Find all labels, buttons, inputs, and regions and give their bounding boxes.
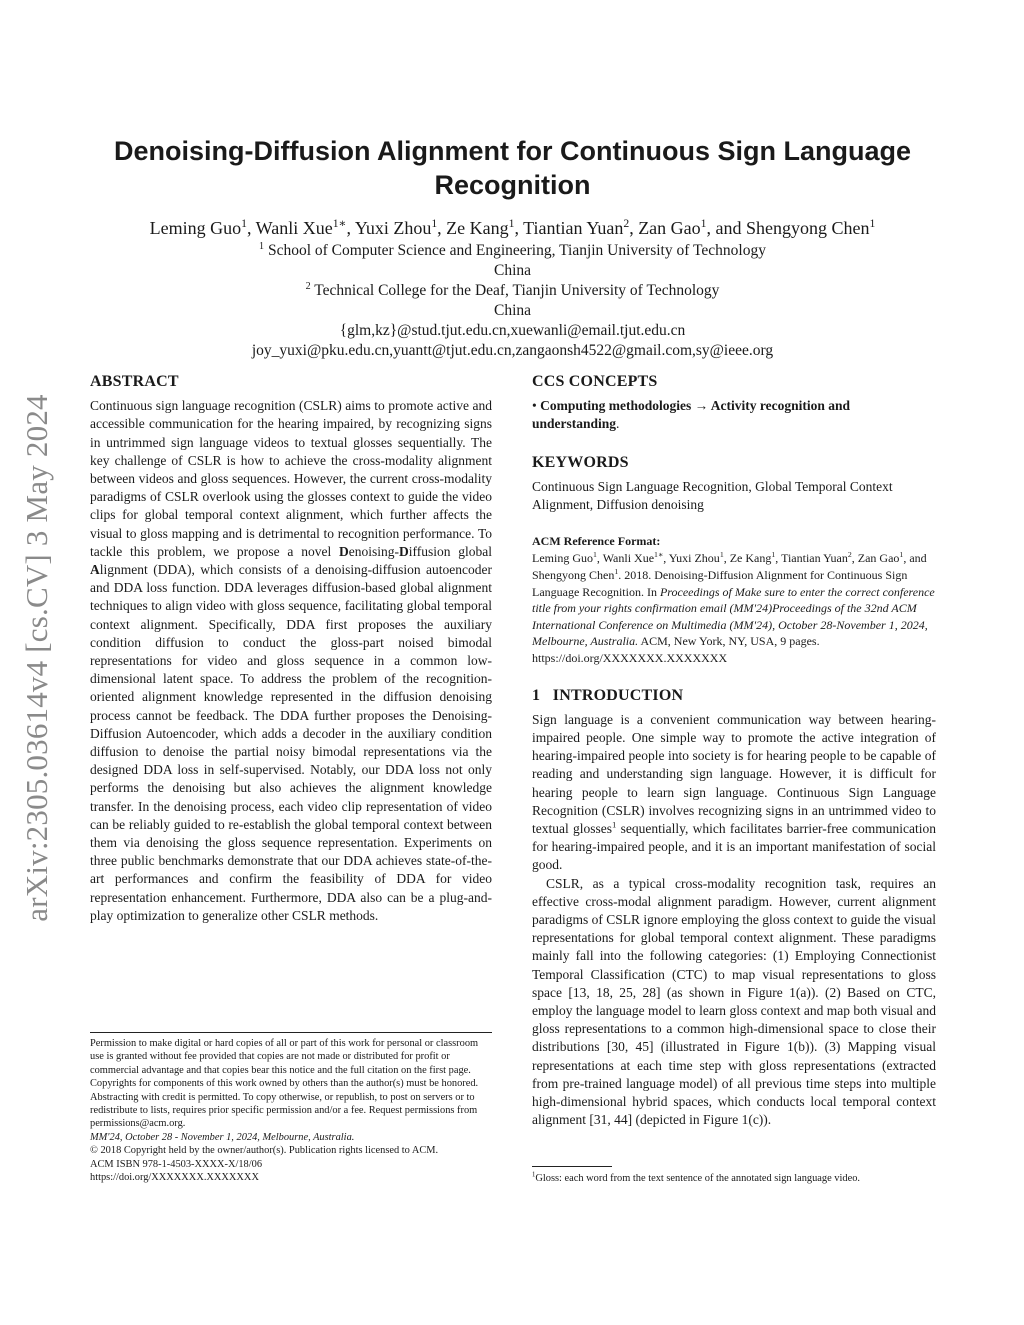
keywords-text: Continuous Sign Language Recognition, Global Temporal Context Alignment, Diffusion denoising: [532, 478, 893, 513]
doi-link[interactable]: https://doi.org/XXXXXXX.XXXXXXX: [90, 1172, 259, 1184]
permission-footnote: [90, 1032, 492, 1184]
affiliation-1-country: China: [493, 262, 532, 279]
permission-text: Permission to make digital or hard copies of all or part of this work for personal or classroom use is granted without fee provided that copies are not made or distributed for profit or commercial advantage and that copies bear this notice and the full citation on the first page. Copyrights for components of this work owned by others than the author(s) must be honored. Abstracting with credit is permitted. To copy otherwise, or republish, to post on servers or to redistribute to lists, requires prior specific permission and/or a fee. Request permissions from permissions@acm.org.: [90, 1038, 479, 1130]
affil-text: School of Computer Science and Engineering, Tianjin University of Technology: [264, 242, 766, 259]
abstract-text: [90, 397, 492, 925]
arxiv-sidebar: [12, 358, 62, 958]
author-name: Leming Guo: [149, 218, 242, 238]
isbn-line: ACM ISBN 978-1-4503-XXXX-X/18/06: [90, 1158, 263, 1170]
abstract-heading: ABSTRACT: [90, 373, 179, 390]
ref-author: , and Shengyong Chen: [532, 551, 927, 583]
author-affil-mark: 1∗: [332, 217, 347, 230]
author-name: , Tiantian Yuan: [514, 218, 624, 238]
ccs-text: [532, 397, 936, 433]
reference-heading: ACM Reference Format:: [532, 534, 661, 549]
ref-mid: . 2018. Denoising-Diffusion Alignment for Continuous Sign Language Recognition. In: [532, 568, 908, 599]
reference-text: [532, 550, 936, 666]
affil-text: Technical College for the Deaf, Tianjin University of Technology: [310, 282, 720, 299]
paper-title: Denoising-Diffusion Alignment for Continuous Sign Language Recognition: [114, 136, 911, 200]
ref-mark: 1: [719, 550, 724, 560]
ref-author: , Ze Kang: [723, 551, 772, 566]
intro-paragraph-1: [532, 711, 936, 875]
author-affil-mark: 1: [241, 217, 247, 230]
affiliation-1: [70, 241, 955, 261]
affiliations: [70, 241, 955, 361]
ccs-concept: Computing methodologies → Activity recognition and understanding: [532, 398, 850, 432]
abstract-part: Continuous sign language recognition (CSLR) aims to promote active and accessible communication for the hearing impaired, by recognizing signs in untrimmed sign language videos to textual glosses sequentially. The key challenge of CSLR is how to achieve the cross-modality alignment between videos and gloss sequences. However, the current cross-modality paradigms of CSLR overlook using the glosses context to guide the video clips for global temporal context alignment, which further affects the visual to gloss mapping and is detrimental to recognition performance. To tackle this problem, we propose a novel: [90, 398, 492, 559]
intro-paragraph-2: CSLR, as a typical cross-modality recognition task, requires an effective cross-modal alignment paradigm. However, current alignment paradigms of CSLR ignore employing the gloss context to guide the visual representations for global temporal context alignment. These paradigms mainly fall into the following categories: (1) Employing Connectionist Temporal Classification (CTC) to map visual representations to gloss space [13, 18, 25, 28] (as shown in Figure 1(a)). (2) Based on CTC, employ the language model to learn gloss context and map both visual and gloss representations to a common high-dimensional space to close their distributions [30, 45] (illustrated in Figure 1(b)). (3) Mapping visual representations at each time step with gloss representations (extracted from pre-trained language model) of all previous time steps into multiple high-dimensional hybrid spaces, which conducts local temporal context alignment [31, 44] (depicted in Figure 1(c)).: [532, 875, 936, 1128]
ref-mark: 2: [847, 550, 852, 560]
author-name: , Ze Kang: [437, 218, 509, 238]
footnote-rule: [532, 1166, 612, 1167]
abstract-bold: D: [398, 543, 409, 559]
footnote-mark: 1: [532, 1171, 536, 1179]
author-name: , and Shengyong Chen: [706, 218, 870, 238]
author-name: , Zan Gao: [629, 218, 701, 238]
copyright-line: © 2018 Copyright held by the owner/author(s). Publication rights licensed to ACM.: [90, 1145, 439, 1157]
ref-author: Leming Guo: [532, 551, 593, 566]
abstract-part: lignment (DDA), which consists of a denoising-diffusion autoencoder and DDA loss function. DDA leverages diffusion-based global alignment techniques to align video with gloss sequence, facilitating global temporal context alignment. Specifically, DDA first proposes the auxiliary condition diffusion to conduct the gloss-part noised bimodal representations for video and gloss sequence in a common low-dimensional latent space. To address the problem of the recognition-oriented alignment knowledge represented in the diffusion denoising process cannot be feedback. The DDA further proposes the Denoising-Diffusion Autoencoder, which adds a decoder in the auxiliary condition diffusion to denoise the partial noisy bimodal representations via the designed DDA loss in self-supervised. Notably, our DDA loss not only performs the denoising but also achieves the alignment knowledge transfer. In the denoising process, each video clip representation of video can be reliably guided to re-establish the global temporal context between them via denoising the gloss sequence representation. Experiments on three public benchmarks demonstrate that our DDA achieves state-of-the-art performances and confirm the feasibility of DDA for video representation enhancement. Furthermore, DDA also can be a plug-and-play optimization to generalize other CSLR methods.: [90, 562, 492, 923]
ref-mark: 1: [771, 550, 776, 560]
ref-author: , Wanli Xue: [596, 551, 655, 566]
intro-text: Sign language is a convenient communication way between hearing-impaired people. One simple way to promote the active integration of hearing-impaired people into society is for hearing people to be capable of reading and understanding sign language. However, it is difficult for hearing people to learn sign language. Continuous Sign Language Recognition (CSLR) involves recognizing signs in an untrimmed video to textual glosses: [532, 711, 936, 836]
gloss-footnote: [532, 1172, 936, 1185]
author-name: , Wanli Xue: [246, 218, 333, 238]
intro-heading: 1 INTRODUCTION: [532, 686, 684, 704]
ref-author: , Tiantian Yuan: [775, 551, 848, 566]
ref-mark: 1: [899, 550, 904, 560]
affil-mark: 2: [305, 280, 311, 292]
keywords-heading: KEYWORDS: [532, 453, 629, 471]
affiliation-2-country: China: [493, 302, 532, 319]
author-list: [70, 216, 955, 240]
abstract-bold: A: [90, 562, 100, 578]
intro-text: sequentially, which facilitates barrier-free communication for hearing-impaired people, and it is an important manifestation of social good.: [532, 821, 936, 873]
author-name: , Yuxi Zhou: [346, 218, 432, 238]
venue-line: MM'24, October 28 - November 1, 2024, Melbourne, Australia.: [90, 1131, 355, 1143]
ref-author: , Yuxi Zhou: [663, 551, 720, 566]
author-affil-mark: 1: [431, 217, 438, 230]
right-column: [532, 373, 936, 1129]
email-line-2: joy_yuxi@pku.edu.cn,yuantt@tjut.edu.cn,zangaonsh4522@gmail.com,sy@ieee.org: [251, 342, 774, 359]
bullet: •: [532, 398, 541, 414]
left-column: [90, 373, 492, 925]
ccs-heading: CCS CONCEPTS: [532, 373, 658, 390]
footnote-text: Gloss: each word from the text sentence of the annotated sign language video.: [535, 1173, 860, 1184]
ref-author: , Zan Gao: [851, 551, 900, 566]
author-affil-mark: 1: [700, 217, 707, 230]
abstract-part: iffusion global: [408, 543, 492, 559]
ref-tail: ACM, New York, NY, USA, 9 pages. https://doi.org/XXXXXXX.XXXXXXX: [532, 634, 820, 665]
affiliation-2: [70, 281, 955, 301]
footnote-ref[interactable]: 1: [612, 819, 617, 830]
abstract-part: enoising-: [348, 543, 399, 559]
ref-proceedings: Proceedings of Make sure to enter the correct conference title from your rights confirmation email (MM'24)Proceedings of the 32nd ACM International Conference on Multimedia (MM'24), October 28-November 1, 2024, Melbourne, Australia.: [532, 584, 935, 649]
ref-mark: 1: [593, 550, 597, 560]
author-affil-mark: 2: [623, 217, 630, 230]
ccs-end: .: [616, 416, 620, 432]
author-affil-mark: 1: [869, 217, 876, 230]
abstract-bold: D: [338, 543, 349, 559]
arxiv-identifier: arXiv:2305.03614v4 [cs.CV] 3 May 2024: [19, 394, 54, 922]
ref-mark: 1: [614, 567, 619, 577]
email-line-1: {glm,kz}@stud.tjut.edu.cn,xuewanli@email.tjut.edu.cn: [339, 322, 686, 339]
ref-mark: 1∗: [654, 550, 664, 560]
affil-mark: 1: [259, 240, 265, 252]
author-affil-mark: 1: [508, 217, 515, 230]
